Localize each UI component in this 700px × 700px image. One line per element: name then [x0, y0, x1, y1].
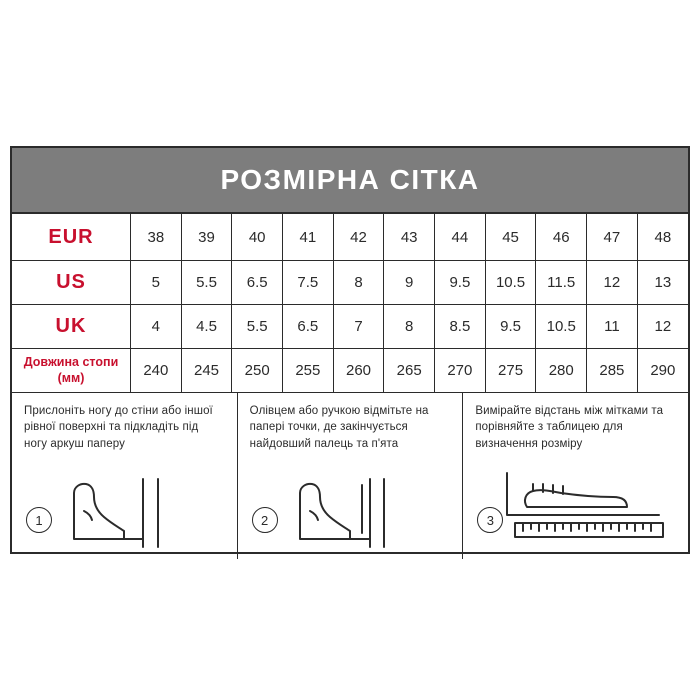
- cell-len-0: 240: [131, 349, 182, 393]
- step-3: [463, 393, 688, 559]
- cell-len-4: 260: [333, 349, 384, 393]
- step-1: [12, 393, 238, 559]
- cell-len-2: 250: [232, 349, 283, 393]
- cell-us-6: 9.5: [435, 261, 486, 305]
- cell-uk-6: 8.5: [435, 305, 486, 349]
- table-row: [12, 349, 688, 393]
- cell-uk-8: 10.5: [536, 305, 587, 349]
- cell-us-0: 5: [131, 261, 182, 305]
- cell-len-10: 290: [637, 349, 688, 393]
- step-2-text: Олівцем або ручкою відмітьте на папері точки, де закінчується найдовший палець та п'ята: [249, 405, 429, 450]
- cell-us-1: 5.5: [181, 261, 232, 305]
- instruction-steps: [12, 393, 688, 559]
- cell-eur-7: 45: [485, 214, 536, 261]
- cell-len-7: 275: [485, 349, 536, 393]
- cell-uk-5: 8: [384, 305, 435, 349]
- cell-us-3: 7.5: [283, 261, 334, 305]
- cell-eur-9: 47: [587, 214, 638, 261]
- cell-eur-4: 42: [333, 214, 384, 261]
- cell-eur-2: 40: [232, 214, 283, 261]
- table-row: [12, 214, 688, 261]
- cell-uk-3: 6.5: [283, 305, 334, 349]
- cell-uk-9: 11: [587, 305, 638, 349]
- cell-us-8: 11.5: [536, 261, 587, 305]
- table-row: [12, 305, 688, 349]
- cell-len-1: 245: [181, 349, 232, 393]
- row-label-us: US: [12, 261, 131, 305]
- row-label-eur: EUR: [12, 214, 131, 261]
- foot-measuring-ruler-icon: [463, 471, 688, 551]
- cell-eur-5: 43: [384, 214, 435, 261]
- step-2: [238, 393, 464, 559]
- cell-us-10: 13: [637, 261, 688, 305]
- cell-uk-7: 9.5: [485, 305, 536, 349]
- cell-eur-0: 38: [131, 214, 182, 261]
- cell-uk-1: 4.5: [181, 305, 232, 349]
- cell-eur-10: 48: [637, 214, 688, 261]
- cell-uk-10: 12: [637, 305, 688, 349]
- step-1-number: 1: [26, 507, 52, 533]
- cell-eur-1: 39: [181, 214, 232, 261]
- cell-eur-8: 46: [536, 214, 587, 261]
- cell-len-6: 270: [435, 349, 486, 393]
- size-table: [12, 214, 688, 393]
- foot-marking-icon: [238, 471, 463, 551]
- cell-us-9: 12: [587, 261, 638, 305]
- size-chart-card: [10, 146, 690, 554]
- cell-eur-3: 41: [283, 214, 334, 261]
- row-label-uk: UK: [12, 305, 131, 349]
- cell-us-5: 9: [384, 261, 435, 305]
- step-2-number: 2: [252, 507, 278, 533]
- cell-len-5: 265: [384, 349, 435, 393]
- cell-us-7: 10.5: [485, 261, 536, 305]
- row-label-foot-length: Довжина стопи (мм): [12, 349, 131, 393]
- table-row: [12, 261, 688, 305]
- cell-uk-2: 5.5: [232, 305, 283, 349]
- cell-uk-0: 4: [131, 305, 182, 349]
- step-1-text: Прислоніть ногу до стіни або іншої рівної поверхні та підкладіть під ногу аркуш паперу: [24, 405, 213, 450]
- cell-us-4: 8: [333, 261, 384, 305]
- cell-len-8: 280: [536, 349, 587, 393]
- cell-len-9: 285: [587, 349, 638, 393]
- chart-header: [12, 148, 688, 214]
- step-3-number: 3: [477, 507, 503, 533]
- cell-uk-4: 7: [333, 305, 384, 349]
- cell-us-2: 6.5: [232, 261, 283, 305]
- step-3-text: Вимірайте відстань між мітками та порівняйте з таблицею для визначення розміру: [475, 405, 664, 450]
- page-title: РОЗМІРНА СІТКА: [220, 164, 480, 195]
- cell-len-3: 255: [283, 349, 334, 393]
- cell-eur-6: 44: [435, 214, 486, 261]
- foot-against-wall-icon: [12, 471, 237, 551]
